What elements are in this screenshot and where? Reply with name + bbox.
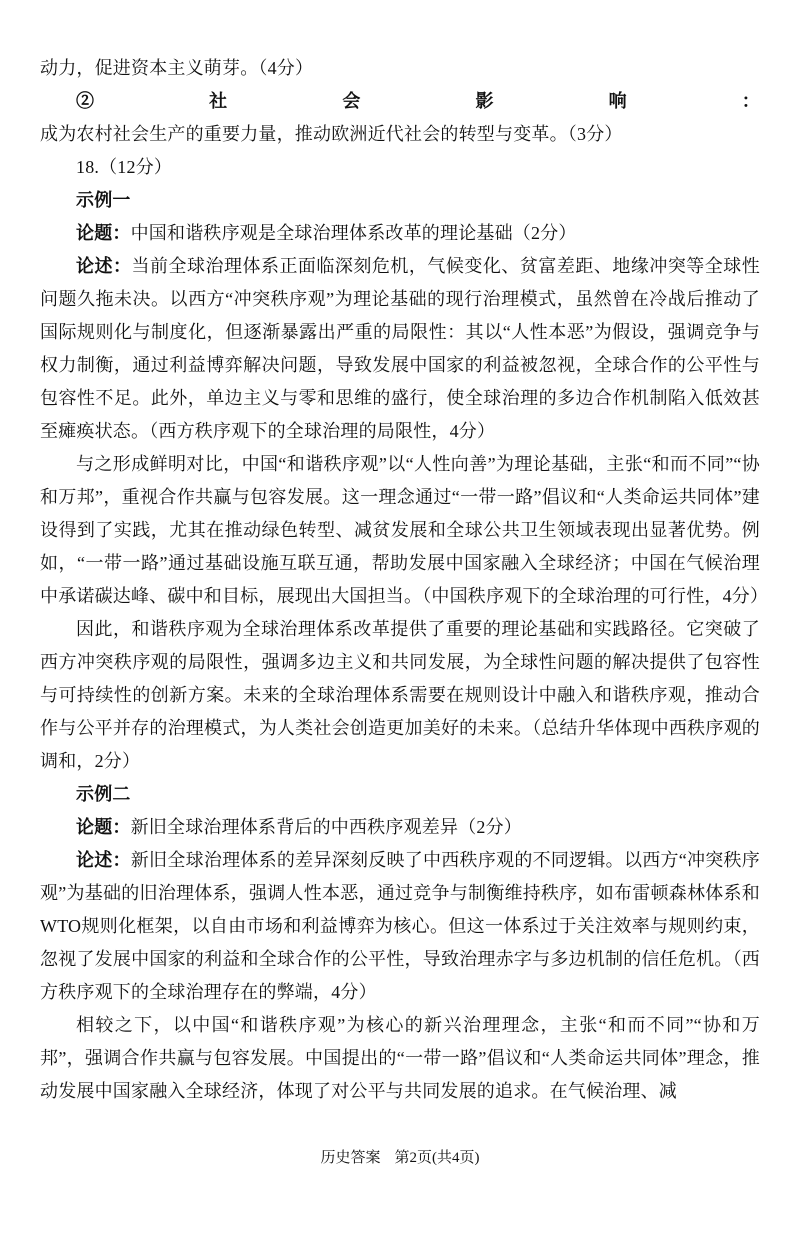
example-1-discussion-2 <box>40 448 769 613</box>
text-run: 18.（12分） <box>76 157 173 177</box>
footer-doc-title: 历史答案 <box>320 1150 381 1166</box>
example-1-thesis <box>40 217 760 250</box>
text-run: 中国和谐秩序观是全球治理体系改革的理论基础（2分） <box>130 223 577 243</box>
question-18-header <box>40 151 760 184</box>
bold-text-run: 示例二 <box>76 784 131 804</box>
example-1-conclusion <box>40 613 760 778</box>
text-run: 相较之下，以中国“和谐秩序观”为核心的新兴治理理念，主张“和而不同”“协和万邦”，强调合作共赢与包容发展。中国提出的“一带一路”倡议和“人类命运共同体”理念，推动发展中国家融入全球经济，体现了对公平与共同发展的追求。在气候治理、减 <box>40 1015 760 1101</box>
social-impact-paragraph <box>40 85 760 151</box>
bold-text-run: ②社会影响： <box>76 91 760 111</box>
text-run: 因此，和谐秩序观为全球治理体系改革提供了重要的理论基础和实践路径。它突破了西方冲突秩序观的局限性，强调多边主义和共同发展，为全球性问题的解决提供了包容性与可持续性的创新方案。未来的全球治理体系需要在规则设计中融入和谐秩序观，推动合作与公平并存的治理模式，为人类社会创造更加美好的未来。（总结升华体现中西秩序观的调和，2分） <box>40 619 760 771</box>
example-2-heading <box>40 778 760 811</box>
example-1-heading <box>40 184 760 217</box>
example-2-thesis <box>40 811 760 844</box>
bold-text-run: 示例一 <box>76 190 131 210</box>
example-2-discussion-2 <box>40 1009 760 1108</box>
text-run: 成为农村社会生产的重要力量，推动欧洲近代社会的转型与变革。（3分） <box>40 124 623 144</box>
page-footer <box>0 1148 800 1168</box>
text-run: 当前全球治理体系正面临深刻危机，气候变化、贫富差距、地缘冲突等全球性问题久拖未决。以西方“冲突秩序观”为理论基础的现行治理模式，虽然曾在冷战后推动了国际规则化与制度化，但逐渐暴露出严重的局限性：其以“人性本恶”为假设，强调竞争与权力制衡，通过利益博弈解决问题，导致发展中国家的利益被忽视，全球合作的公平性与包容性不足。此外，单边主义与零和思维的盛行，使全球治理的多边合作机制陷入低效甚至瘫痪状态。（西方秩序观下的全球治理的局限性，4分） <box>40 256 760 441</box>
text-run: 与之形成鲜明对比，中国“和谐秩序观”以“人性向善”为理论基础，主张“和而不同”“协和万邦”，重视合作共赢与包容发展。这一理念通过“一带一路”倡议和“人类命运共同体”建设得到了实践，尤其在推动绿色转型、减贫发展和全球公共卫生领域表现出显著优势。例如，“一带一路”通过基础设施互联互通，帮助发展中国家融入全球经济；中国在气候治理中承诺碳达峰、碳中和目标，展现出大国担当。（中国秩序观下的全球治理的可行性，4分） <box>40 454 769 606</box>
bold-text-run: 论述： <box>76 850 131 870</box>
example-2-discussion-1 <box>40 844 760 1009</box>
footer-page-number: 第2页(共4页) <box>394 1150 480 1166</box>
bold-text-run: 论题： <box>76 817 131 837</box>
bold-text-run: 论题： <box>76 223 131 243</box>
bold-text-run: 论述： <box>76 256 132 276</box>
example-1-discussion-1 <box>40 250 760 448</box>
text-run: 新旧全球治理体系的差异深刻反映了中西秩序观的不同逻辑。以西方“冲突秩序观”为基础的旧治理体系，强调人性本恶，通过竞争与制衡维持秩序，如布雷顿森林体系和WTO规则化框架，以自由市场和利益博弈为核心。但这一体系过于关注效率与规则约束，忽视了发展中国家的利益和全球合作的公平性，导致治理赤字与多边机制的信任危机。（西方秩序观下的全球治理存在的弊端，4分） <box>40 850 760 1002</box>
text-run: 动力，促进资本主义萌芽。（4分） <box>40 58 314 78</box>
document-body <box>40 52 769 1108</box>
continuation-paragraph <box>40 52 760 85</box>
text-run: 新旧全球治理体系背后的中西秩序观差异（2分） <box>130 817 523 837</box>
